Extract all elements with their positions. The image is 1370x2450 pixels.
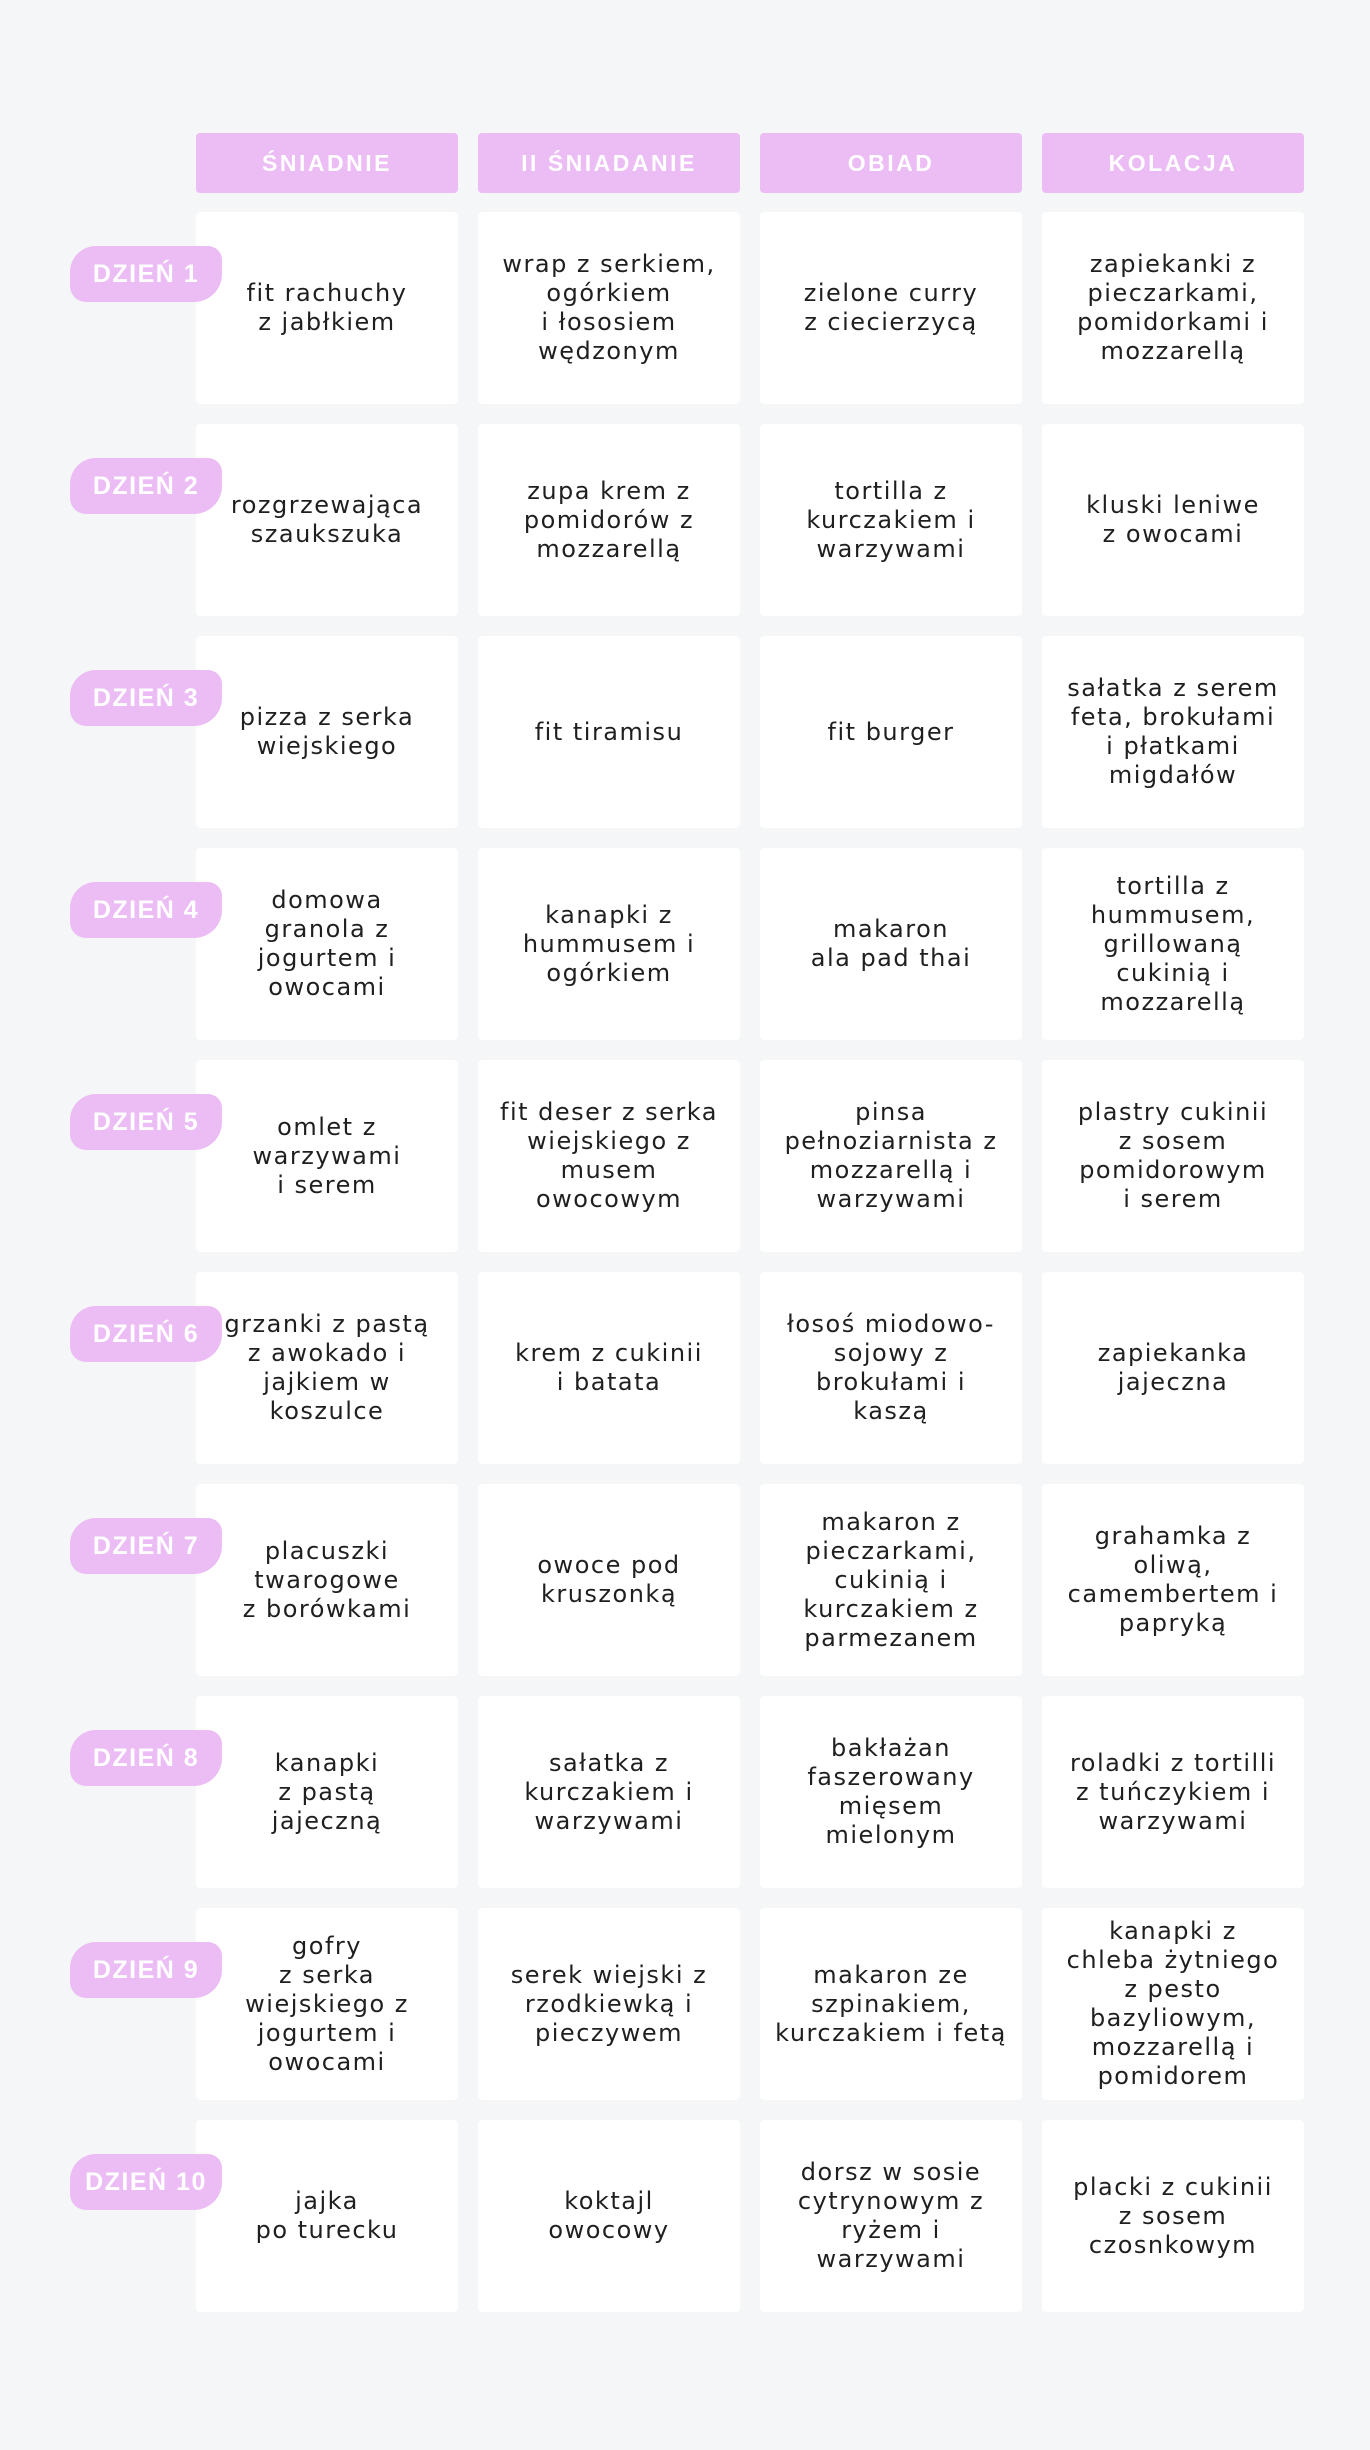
cell-lunch: makaron ala pad thai xyxy=(760,848,1022,1040)
cell-dinner: plastry cukinii z sosem pomidorowym i serem xyxy=(1042,1060,1304,1252)
header-second-breakfast: II ŚNIADANIE xyxy=(478,133,740,193)
cell-breakfast: jajka po turecku xyxy=(196,2120,458,2312)
cell-lunch: bakłażan faszerowany mięsem mielonym xyxy=(760,1696,1022,1888)
cell-lunch: makaron ze szpinakiem, kurczakiem i fetą xyxy=(760,1908,1022,2100)
cell-second-breakfast: owoce pod kruszonką xyxy=(478,1484,740,1676)
cell-breakfast: placuszki twarogowe z borówkami xyxy=(196,1484,458,1676)
header-lunch: OBIAD xyxy=(760,133,1022,193)
cell-dinner: sałatka z serem feta, brokułami i płatkami migdałów xyxy=(1042,636,1304,828)
day-label: DZIEŃ 9 xyxy=(70,1942,222,1998)
cell-dinner: kluski leniwe z owocami xyxy=(1042,424,1304,616)
cell-dinner: grahamka z oliwą, camembertem i papryką xyxy=(1042,1484,1304,1676)
day-label: DZIEŃ 2 xyxy=(70,458,222,514)
cell-breakfast: grzanki z pastą z awokado i jajkiem w koszulce xyxy=(196,1272,458,1464)
cell-lunch: tortilla z kurczakiem i warzywami xyxy=(760,424,1022,616)
cell-second-breakfast: sałatka z kurczakiem i warzywami xyxy=(478,1696,740,1888)
cell-dinner: zapiekanki z pieczarkami, pomidorkami i mozzarellą xyxy=(1042,212,1304,404)
day-label: DZIEŃ 1 xyxy=(70,246,222,302)
cell-breakfast: rozgrzewająca szaukszuka xyxy=(196,424,458,616)
cell-breakfast: pizza z serka wiejskiego xyxy=(196,636,458,828)
cell-breakfast: domowa granola z jogurtem i owocami xyxy=(196,848,458,1040)
cell-lunch: makaron z pieczarkami, cukinią i kurczakiem z parmezanem xyxy=(760,1484,1022,1676)
day-label: DZIEŃ 3 xyxy=(70,670,222,726)
cell-second-breakfast: serek wiejski z rzodkiewką i pieczywem xyxy=(478,1908,740,2100)
cell-breakfast: gofry z serka wiejskiego z jogurtem i owocami xyxy=(196,1908,458,2100)
cell-breakfast: fit rachuchy z jabłkiem xyxy=(196,212,458,404)
day-label: DZIEŃ 8 xyxy=(70,1730,222,1786)
cell-lunch: dorsz w sosie cytrynowym z ryżem i warzywami xyxy=(760,2120,1022,2312)
cell-second-breakfast: wrap z serkiem, ogórkiem i łososiem wędzonym xyxy=(478,212,740,404)
cell-second-breakfast: fit tiramisu xyxy=(478,636,740,828)
cell-second-breakfast: koktajl owocowy xyxy=(478,2120,740,2312)
cell-second-breakfast: kanapki z hummusem i ogórkiem xyxy=(478,848,740,1040)
cell-dinner: kanapki z chleba żytniego z pesto bazyliowym, mozzarellą i pomidorem xyxy=(1042,1908,1304,2100)
cell-lunch: pinsa pełnoziarnista z mozzarellą i warzywami xyxy=(760,1060,1022,1252)
day-label: DZIEŃ 4 xyxy=(70,882,222,938)
cell-lunch: łosoś miodowo- sojowy z brokułami i kaszą xyxy=(760,1272,1022,1464)
cell-lunch: zielone curry z ciecierzycą xyxy=(760,212,1022,404)
cell-breakfast: kanapki z pastą jajeczną xyxy=(196,1696,458,1888)
header-dinner: KOLACJA xyxy=(1042,133,1304,193)
cell-dinner: roladki z tortilli z tuńczykiem i warzywami xyxy=(1042,1696,1304,1888)
day-label: DZIEŃ 5 xyxy=(70,1094,222,1150)
day-label: DZIEŃ 10 xyxy=(70,2154,222,2210)
cell-breakfast: omlet z warzywami i serem xyxy=(196,1060,458,1252)
cell-second-breakfast: fit deser z serka wiejskiego z musem owocowym xyxy=(478,1060,740,1252)
cell-second-breakfast: krem z cukinii i batata xyxy=(478,1272,740,1464)
header-breakfast: ŚNIADNIE xyxy=(196,133,458,193)
cell-dinner: placki z cukinii z sosem czosnkowym xyxy=(1042,2120,1304,2312)
cell-second-breakfast: zupa krem z pomidorów z mozzarellą xyxy=(478,424,740,616)
cell-dinner: tortilla z hummusem, grillowaną cukinią i mozzarellą xyxy=(1042,848,1304,1040)
cell-lunch: fit burger xyxy=(760,636,1022,828)
cell-dinner: zapiekanka jajeczna xyxy=(1042,1272,1304,1464)
day-label: DZIEŃ 6 xyxy=(70,1306,222,1362)
day-label: DZIEŃ 7 xyxy=(70,1518,222,1574)
